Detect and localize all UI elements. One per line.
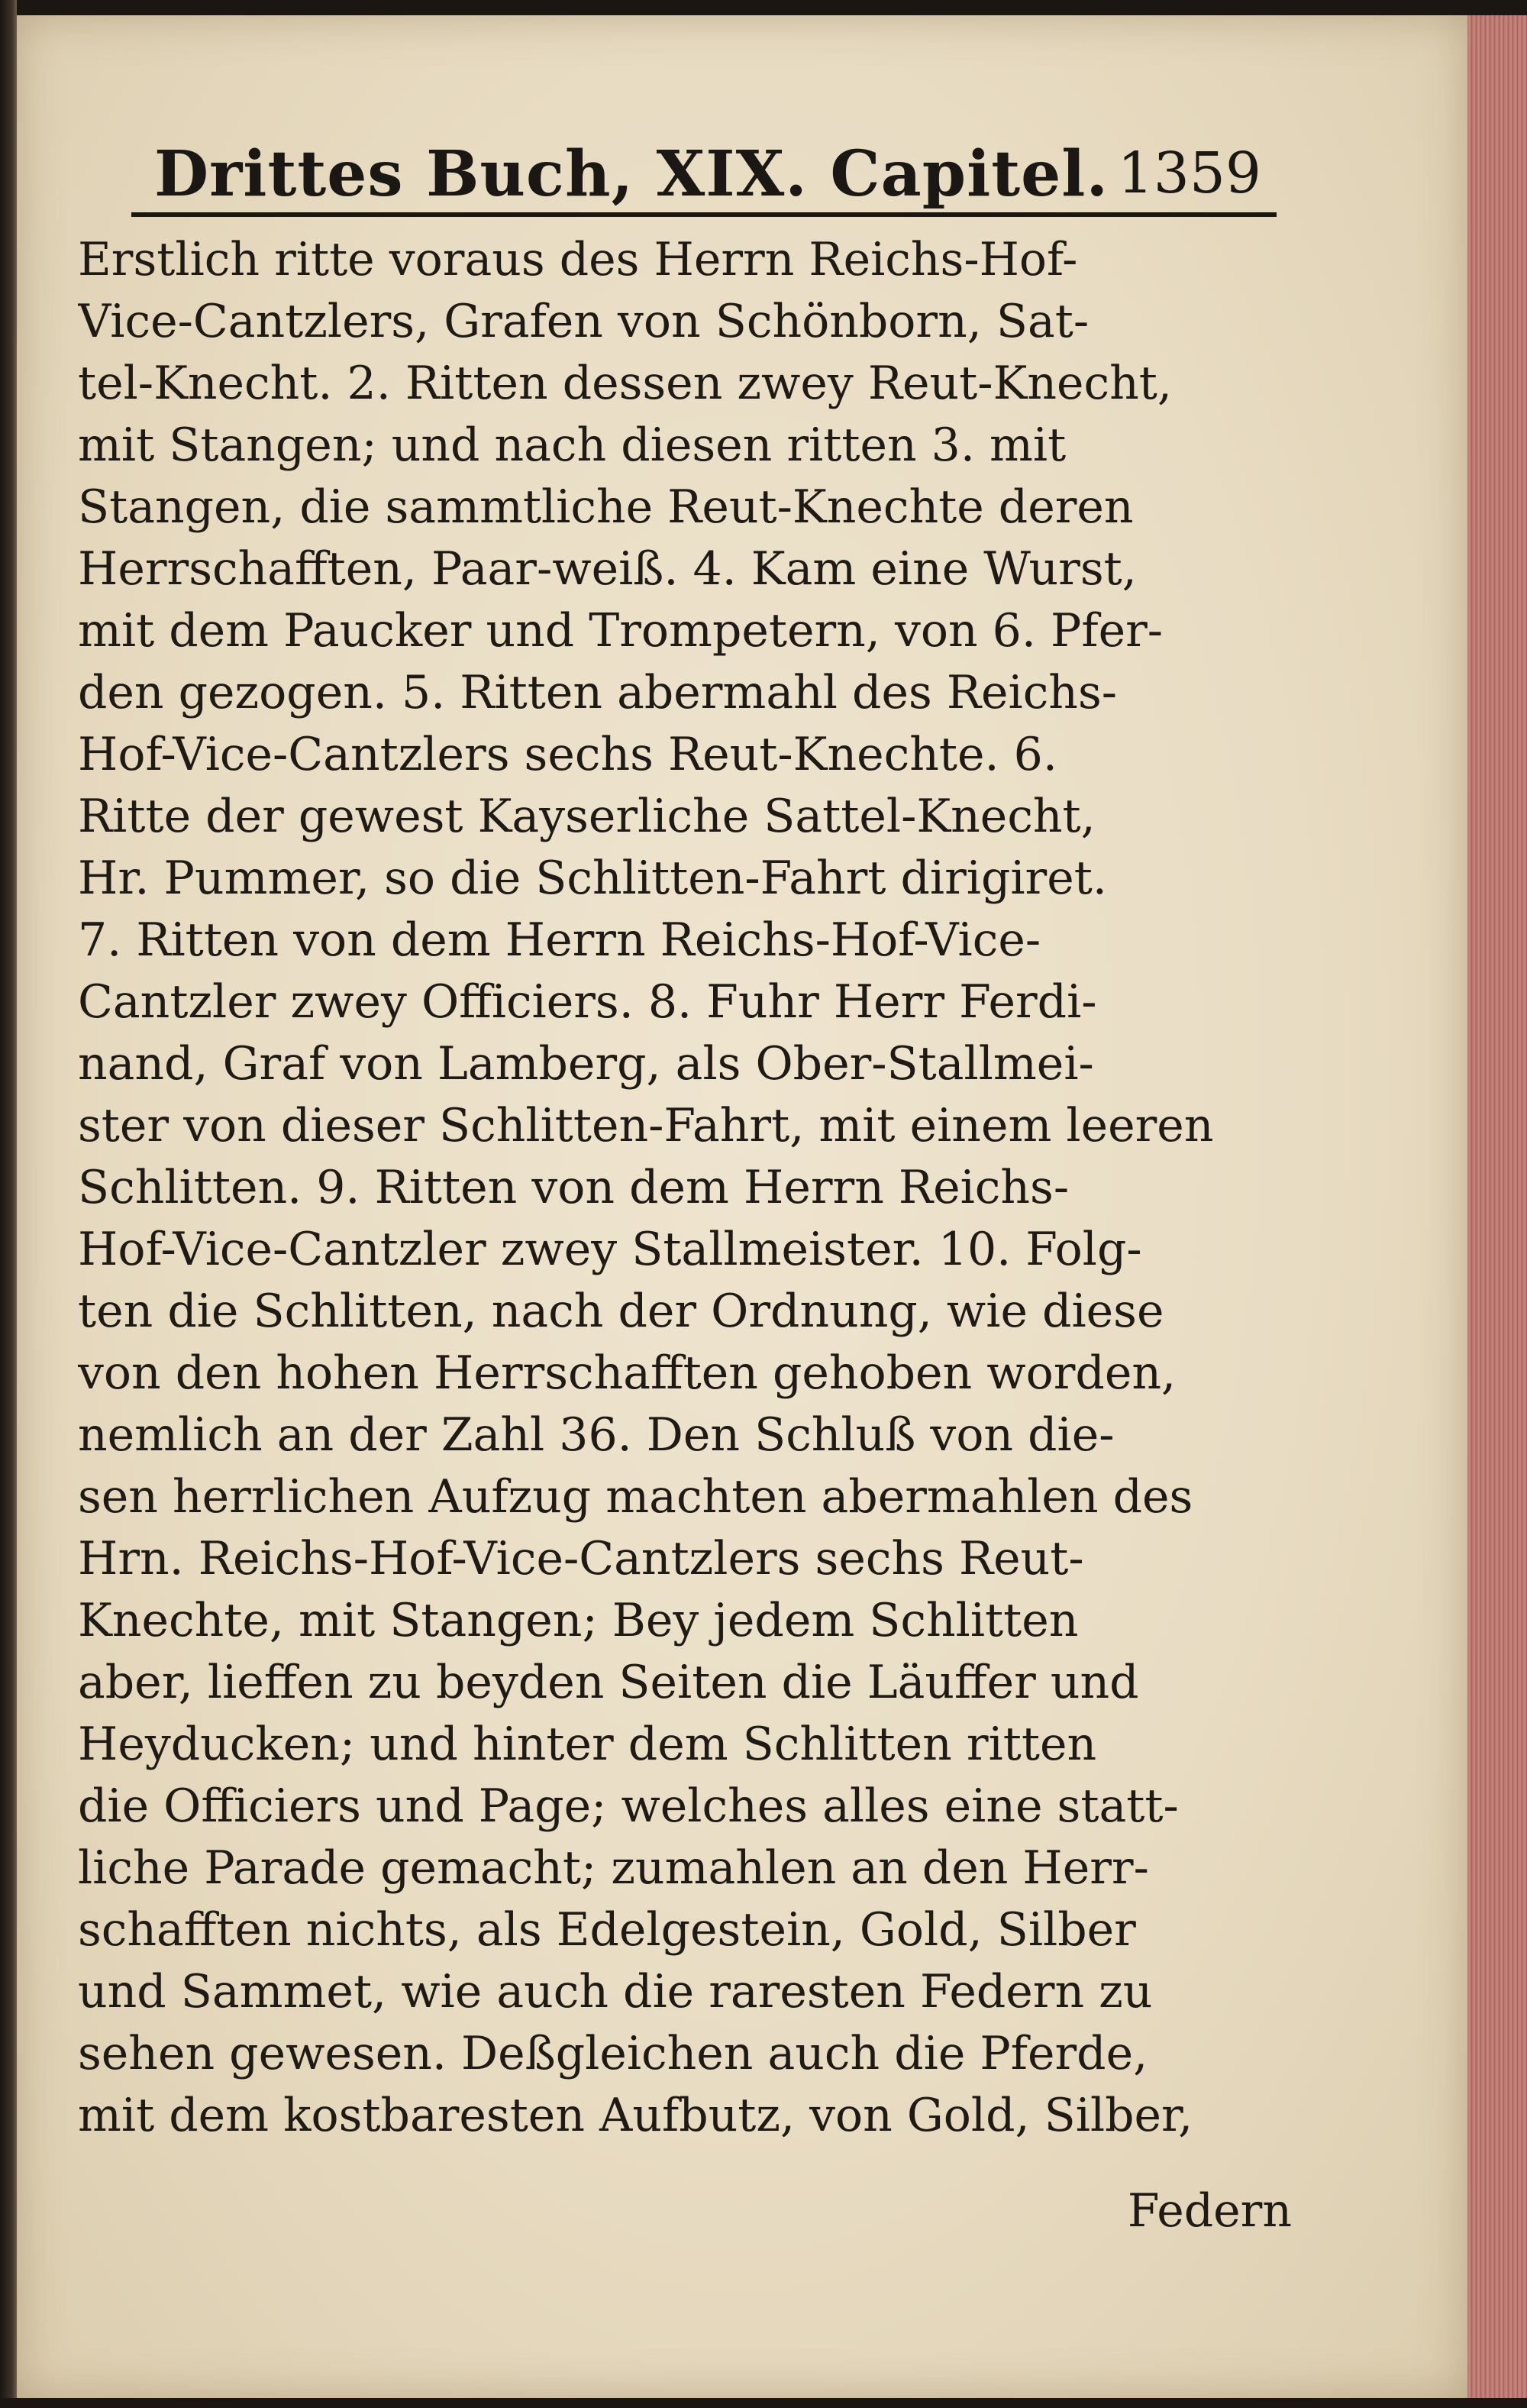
text-line: tel-Knecht. 2. Ritten dessen zwey Reut-Knecht,	[78, 357, 1172, 410]
page-header	[131, 130, 1277, 221]
text-line: den gezogen. 5. Ritten abermahl des Reichs-	[78, 666, 1118, 719]
text-line: liche Parade gemacht; zumahlen an den Herr-	[78, 1841, 1149, 1895]
text-line: Herrschafften, Paar-weiß. 4. Kam eine Wurst,	[78, 542, 1137, 596]
text-line: schafften nichts, als Edelgestein, Gold, Silber	[78, 1903, 1136, 1957]
text-line: Erstlich ritte voraus des Herrn Reichs-Hof-	[78, 233, 1078, 286]
text-line: von den hohen Herrschafften gehoben worden,	[78, 1346, 1177, 1400]
page-number: 1359	[1117, 141, 1261, 206]
header-rule	[131, 212, 1277, 217]
text-line: Schlitten. 9. Ritten von dem Herrn Reichs-	[78, 1161, 1070, 1214]
text-line: Stangen, die sammtliche Reut-Knechte deren	[78, 480, 1134, 534]
text-line: Vice-Cantzlers, Grafen von Schönborn, Sat-	[78, 295, 1090, 348]
text-line: 7. Ritten von dem Herrn Reichs-Hof-Vice-	[78, 913, 1041, 967]
text-line: die Officiers und Page; welches alles eine statt-	[78, 1779, 1179, 1833]
scan-bottom-border	[0, 2398, 1527, 2408]
page-block-edge	[1467, 15, 1527, 2398]
text-line: und Sammet, wie auch die raresten Federn zu	[78, 1965, 1153, 2019]
catchword: Federn	[1127, 2184, 1292, 2238]
text-line: nand, Graf von Lamberg, als Ober-Stallmei-	[78, 1037, 1094, 1091]
text-line: sen herrlichen Aufzug machten abermahlen des	[78, 1470, 1193, 1524]
text-line: ster von dieser Schlitten-Fahrt, mit einem leeren	[78, 1099, 1214, 1152]
body-text	[78, 229, 1284, 2147]
text-line: sehen gewesen. Deßgleichen auch die Pferde,	[78, 2027, 1148, 2080]
text-line: mit dem kostbaresten Aufbutz, von Gold, Silber,	[78, 2089, 1193, 2142]
text-line: Hrn. Reichs-Hof-Vice-Cantzlers sechs Reut-	[78, 1532, 1084, 1585]
scan-top-border	[0, 0, 1527, 17]
text-line: aber, lieffen zu beyden Seiten die Läuffer und	[78, 1656, 1139, 1709]
text-line: mit dem Paucker und Trompetern, von 6. Pfer-	[78, 604, 1164, 658]
running-head: Drittes Buch, XIX. Capitel.	[154, 137, 1109, 211]
text-line: Hof-Vice-Cantzler zwey Stallmeister. 10. Folg-	[78, 1223, 1142, 1276]
book-spine-edge	[0, 0, 17, 2408]
text-line: Hof-Vice-Cantzlers sechs Reut-Knechte. 6.	[78, 728, 1057, 781]
text-line: Knechte, mit Stangen; Bey jedem Schlitten	[78, 1594, 1079, 1647]
text-line: ten die Schlitten, nach der Ordnung, wie diese	[78, 1285, 1164, 1338]
text-line: Cantzler zwey Officiers. 8. Fuhr Herr Ferdi-	[78, 975, 1097, 1029]
text-line: Heyducken; und hinter dem Schlitten ritten	[78, 1718, 1097, 1771]
text-line: nemlich an der Zahl 36. Den Schluß von die-	[78, 1408, 1115, 1462]
book-page	[17, 15, 1467, 2398]
text-line: mit Stangen; und nach diesen ritten 3. mit	[78, 419, 1067, 472]
text-line: Hr. Pummer, so die Schlitten-Fahrt dirigiret.	[78, 852, 1107, 905]
text-line: Ritte der gewest Kayserliche Sattel-Knecht,	[78, 790, 1096, 843]
